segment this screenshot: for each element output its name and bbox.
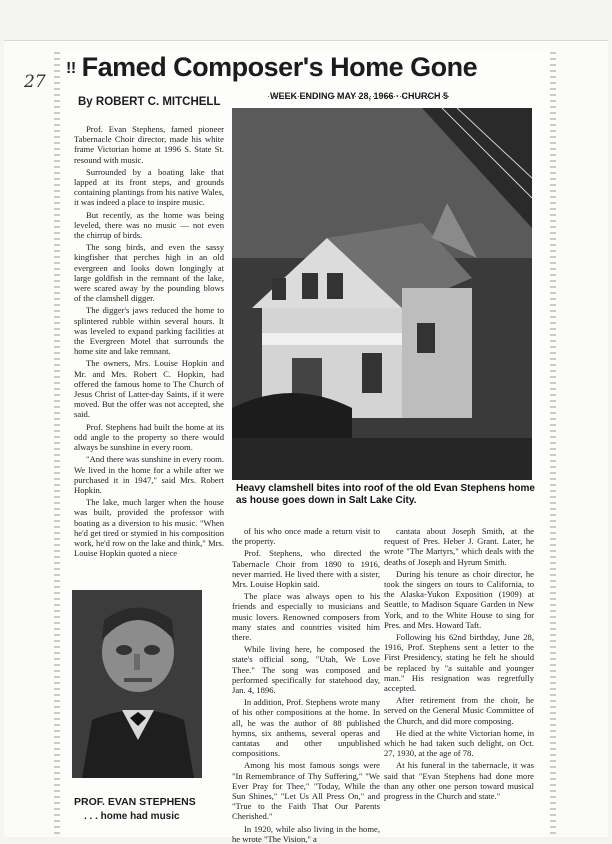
paragraph: The digger's jaws reduced the home to splintered rubble within several hours. It was leveled to expand parking facilities at the Evergreen Motel that surrounds the home site and lake remnant. xyxy=(74,305,224,357)
paragraph: cantata about Joseph Smith, at the request of Pres. Heber J. Grant. Later, he wrote "The Martyrs," which deals with the deaths of Joseph and Hyrum Smith. xyxy=(384,526,534,567)
paragraph: At his funeral in the tabernacle, it was said that "Evan Stephens had done more than any other one person toward musical progress in the Church and state." xyxy=(384,760,534,802)
paragraph: "And there was sunshine in every room. We lived in the home for a while after we purchased it in 1947," said Mrs. Robert Hopkin. xyxy=(74,454,224,495)
paragraph: of his who once made a return visit to the property. xyxy=(232,526,380,547)
right-tear-edge xyxy=(550,52,556,834)
house-photo-caption: Heavy clamshell bites into roof of the old Evan Stephens home as house goes down in Salt Lake City. xyxy=(236,483,535,506)
article-column-1 xyxy=(74,124,224,562)
paragraph: Among his most famous songs were "In Remembrance of Thy Suffering," "We Ever Pray for Thee," "Today, While the Sun Shines," "Let Us All Press On," and "True to the Faith That Our Parents Cherished." xyxy=(232,760,380,822)
paragraph: Surrounded by a boating lake that lapped at its front steps, and grounds containing plantings from his native Wales, it was indeed a place to inspire music. xyxy=(74,166,224,208)
paragraph: Following his 62nd birthday, June 28, 1916, Prof. Stephens sent a letter to the First Presidency, stating he felt he should be replaced by "a suitable and younger man." His resignation was regretfully accepted. xyxy=(384,632,534,694)
paragraph: During his tenure as choir director, he took the singers on tours to California, to the Alaska-Yukon Exposition (1909) at Seattle, to Madison Square Garden in New York, and to the White House to sing for Pres. and Mrs. Howard Taft. xyxy=(384,568,534,630)
house-demolition-photo xyxy=(232,108,532,480)
page-number: 27 xyxy=(24,72,46,92)
paragraph: He died at the white Victorian home, in which he had taken such delight, on Oct. 27, 1930, at the age of 78. xyxy=(384,727,534,759)
byline: By ROBERT C. MITCHELL xyxy=(78,96,221,108)
paragraph: While living here, he composed the state's official song, "Utah, We Love Thee." The song was composed and performed specifically for statehood day, Jan. 4, 1896. xyxy=(232,644,380,696)
paragraph: Prof. Stephens had built the home at its odd angle to the property so there would always be sunshine in every room. xyxy=(74,421,224,453)
headline-text: Famed Composer's Home Gone xyxy=(81,52,478,82)
paragraph: The owners, Mrs. Louise Hopkin and Mr. and Mrs. Robert C. Hopkin, had offered the famous home to The Church of Jesus Christ of Latter-day Saints, if it were moved. But the offer was not accepted, she said. xyxy=(74,358,224,420)
paragraph: After retirement from the choir, he served on the General Music Committee of the Church, and did more composing. xyxy=(384,695,534,726)
paragraph: The place was always open to his friends and especially to musicians and music lovers. Renowned composers from many states and countries visited him there. xyxy=(232,591,380,643)
article-column-3 xyxy=(384,526,534,826)
paragraph: In 1920, while also living in the home, he wrote "The Vision," a xyxy=(232,823,380,844)
week-ending-line: WEEK ENDING MAY 28, 1966 · CHURCH 5 xyxy=(270,91,449,101)
portrait-caption-sub: . . . home had music xyxy=(84,811,180,822)
portrait-photo xyxy=(72,590,202,778)
portrait-caption-name: PROF. EVAN STEPHENS xyxy=(74,796,196,808)
paragraph: Prof. Evan Stephens, famed pioneer Tabernacle Choir director, made his white frame Victorian home at 1996 S. State St. resound with music. xyxy=(74,124,224,165)
headline xyxy=(66,52,536,86)
paragraph: In addition, Prof. Stephens wrote many of his other compositions at the home. In all, he was the author of 88 published hymns, six anthems, several operas and cantatas and other unpublished compositions. xyxy=(232,697,380,759)
article-column-2 xyxy=(232,526,380,844)
headline-mark: !! xyxy=(66,59,76,77)
paragraph: But recently, as the home was being leveled, there was no music — not even the chirrup of birds. xyxy=(74,209,224,241)
paragraph: The song birds, and even the sassy kingfisher that perches high in an old evergreen and looks down longingly at large goldfish in the remnant of the lake, were scared away by the pounding blows of the clamshell digger. xyxy=(74,242,224,304)
paragraph: The lake, much larger when the house was built, provided the professor with boating as a diversion to his music. "When he'd get tired or stymied in his composition work, he'd row on the lake and think," Mrs. Louise Hopkin quoted a niece xyxy=(74,497,224,559)
paragraph: Prof. Stephens, who directed the Tabernacle Choir from 1890 to 1916, never married. He lived there with a sister, Mrs. Louise Hopkin said. xyxy=(232,548,380,590)
left-tear-edge xyxy=(54,52,60,834)
